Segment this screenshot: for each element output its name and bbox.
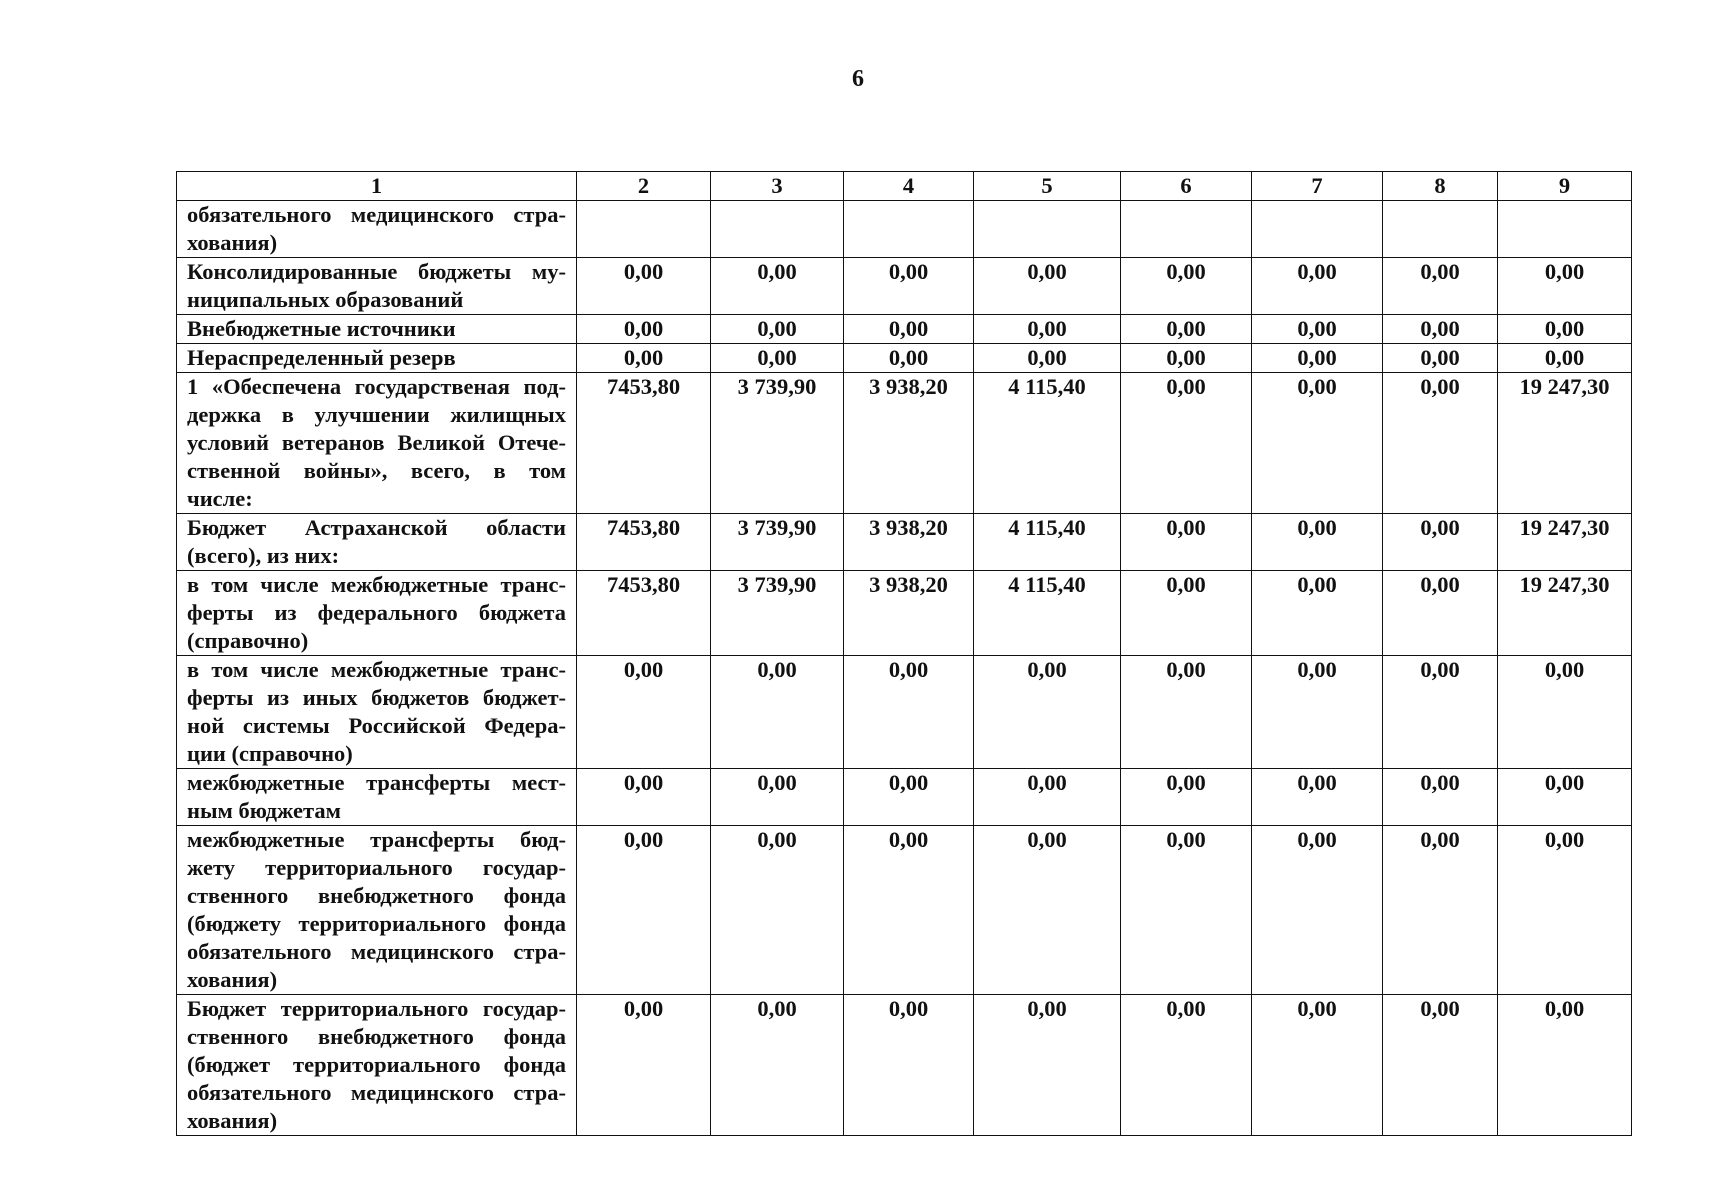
cell-col-8: 0,00	[1383, 995, 1498, 1136]
row-label: Консолидированные бюджеты му- ниципальных образований	[177, 258, 577, 315]
cell-col-2	[577, 201, 711, 258]
cell-col-7: 0,00	[1252, 315, 1383, 344]
cell-col-5: 4 115,40	[974, 571, 1121, 656]
cell-col-7: 0,00	[1252, 344, 1383, 373]
cell-col-2: 0,00	[577, 656, 711, 769]
cell-col-7: 0,00	[1252, 769, 1383, 826]
cell-col-2: 0,00	[577, 258, 711, 315]
cell-col-9: 0,00	[1498, 258, 1632, 315]
cell-col-4: 3 938,20	[844, 514, 974, 571]
cell-col-4: 0,00	[844, 315, 974, 344]
cell-col-6: 0,00	[1121, 769, 1252, 826]
cell-col-9: 0,00	[1498, 769, 1632, 826]
cell-col-4: 0,00	[844, 656, 974, 769]
cell-col-7	[1252, 201, 1383, 258]
cell-col-8: 0,00	[1383, 344, 1498, 373]
cell-col-3: 0,00	[711, 315, 844, 344]
table-row	[177, 373, 1632, 514]
cell-col-8: 0,00	[1383, 373, 1498, 514]
cell-col-8: 0,00	[1383, 656, 1498, 769]
column-header-3: 3	[711, 172, 844, 201]
cell-col-9: 19 247,30	[1498, 514, 1632, 571]
cell-col-5: 0,00	[974, 344, 1121, 373]
cell-col-2: 7453,80	[577, 373, 711, 514]
cell-col-3: 0,00	[711, 656, 844, 769]
cell-col-2: 0,00	[577, 315, 711, 344]
cell-col-3: 0,00	[711, 995, 844, 1136]
table-body	[177, 201, 1632, 1136]
cell-col-2: 0,00	[577, 995, 711, 1136]
row-label: Нераспределенный резерв	[177, 344, 577, 373]
column-header-5: 5	[974, 172, 1121, 201]
table-row	[177, 514, 1632, 571]
cell-col-3	[711, 201, 844, 258]
cell-col-9: 19 247,30	[1498, 373, 1632, 514]
cell-col-8	[1383, 201, 1498, 258]
cell-col-2: 7453,80	[577, 514, 711, 571]
table-row	[177, 656, 1632, 769]
cell-col-4: 3 938,20	[844, 571, 974, 656]
cell-col-6	[1121, 201, 1252, 258]
cell-col-8: 0,00	[1383, 769, 1498, 826]
cell-col-3: 3 739,90	[711, 514, 844, 571]
cell-col-6: 0,00	[1121, 315, 1252, 344]
cell-col-4	[844, 201, 974, 258]
cell-col-5: 0,00	[974, 656, 1121, 769]
cell-col-2: 0,00	[577, 344, 711, 373]
column-header-8: 8	[1383, 172, 1498, 201]
cell-col-7: 0,00	[1252, 656, 1383, 769]
cell-col-7: 0,00	[1252, 995, 1383, 1136]
cell-col-6: 0,00	[1121, 571, 1252, 656]
cell-col-6: 0,00	[1121, 373, 1252, 514]
cell-col-3: 0,00	[711, 769, 844, 826]
cell-col-4: 3 938,20	[844, 373, 974, 514]
cell-col-3: 3 739,90	[711, 571, 844, 656]
cell-col-9: 0,00	[1498, 344, 1632, 373]
column-header-1: 1	[177, 172, 577, 201]
row-label: Бюджет территориального государ- ственного внебюджетного фонда (бюджет территориального фонда обязательного медицинского стра- хования)	[177, 995, 577, 1136]
cell-col-7: 0,00	[1252, 373, 1383, 514]
table-row	[177, 201, 1632, 258]
cell-col-9: 19 247,30	[1498, 571, 1632, 656]
cell-col-5	[974, 201, 1121, 258]
cell-col-2: 7453,80	[577, 571, 711, 656]
cell-col-8: 0,00	[1383, 315, 1498, 344]
cell-col-3: 3 739,90	[711, 373, 844, 514]
cell-col-4: 0,00	[844, 258, 974, 315]
column-header-2: 2	[577, 172, 711, 201]
cell-col-8: 0,00	[1383, 258, 1498, 315]
cell-col-9: 0,00	[1498, 315, 1632, 344]
table-row	[177, 315, 1632, 344]
cell-col-4: 0,00	[844, 344, 974, 373]
cell-col-3: 0,00	[711, 258, 844, 315]
column-header-7: 7	[1252, 172, 1383, 201]
table-row	[177, 571, 1632, 656]
cell-col-5: 0,00	[974, 826, 1121, 995]
cell-col-5: 4 115,40	[974, 514, 1121, 571]
cell-col-6: 0,00	[1121, 514, 1252, 571]
cell-col-4: 0,00	[844, 826, 974, 995]
cell-col-6: 0,00	[1121, 656, 1252, 769]
table-row	[177, 344, 1632, 373]
cell-col-6: 0,00	[1121, 995, 1252, 1136]
row-label: 1 «Обеспечена государственая под- держка в улучшении жилищных условий ветеранов Великой Отече- ственной войны», всего, в том числе:	[177, 373, 577, 514]
cell-col-7: 0,00	[1252, 826, 1383, 995]
row-label: в том числе межбюджетные транс- ферты из иных бюджетов бюджет- ной системы Российской Федера- ции (справочно)	[177, 656, 577, 769]
cell-col-5: 0,00	[974, 258, 1121, 315]
cell-col-7: 0,00	[1252, 514, 1383, 571]
cell-col-8: 0,00	[1383, 826, 1498, 995]
table-row	[177, 258, 1632, 315]
cell-col-5: 4 115,40	[974, 373, 1121, 514]
cell-col-5: 0,00	[974, 769, 1121, 826]
cell-col-2: 0,00	[577, 826, 711, 995]
cell-col-9: 0,00	[1498, 656, 1632, 769]
table-row	[177, 995, 1632, 1136]
cell-col-5: 0,00	[974, 995, 1121, 1136]
cell-col-2: 0,00	[577, 769, 711, 826]
cell-col-4: 0,00	[844, 995, 974, 1136]
cell-col-9	[1498, 201, 1632, 258]
cell-col-4: 0,00	[844, 769, 974, 826]
cell-col-5: 0,00	[974, 315, 1121, 344]
cell-col-6: 0,00	[1121, 826, 1252, 995]
table-row	[177, 826, 1632, 995]
column-header-9: 9	[1498, 172, 1632, 201]
row-label: обязательного медицинского стра- хования)	[177, 201, 577, 258]
row-label: Бюджет Астраханской области (всего), из них:	[177, 514, 577, 571]
cell-col-6: 0,00	[1121, 258, 1252, 315]
budget-table	[176, 171, 1632, 1136]
column-header-6: 6	[1121, 172, 1252, 201]
row-label: Внебюджетные источники	[177, 315, 577, 344]
table-row	[177, 769, 1632, 826]
column-header-4: 4	[844, 172, 974, 201]
cell-col-6: 0,00	[1121, 344, 1252, 373]
header-row	[177, 172, 1632, 201]
row-label: в том числе межбюджетные транс- ферты из федерального бюджета (справочно)	[177, 571, 577, 656]
cell-col-3: 0,00	[711, 826, 844, 995]
page-number: 6	[852, 66, 864, 92]
cell-col-8: 0,00	[1383, 571, 1498, 656]
row-label: межбюджетные трансферты мест- ным бюджетам	[177, 769, 577, 826]
cell-col-7: 0,00	[1252, 571, 1383, 656]
cell-col-9: 0,00	[1498, 826, 1632, 995]
cell-col-8: 0,00	[1383, 514, 1498, 571]
cell-col-3: 0,00	[711, 344, 844, 373]
cell-col-9: 0,00	[1498, 995, 1632, 1136]
row-label: межбюджетные трансферты бюд- жету территориального государ- ственного внебюджетного фонда (бюджету территориального фонда обязательного медицинского стра- хования)	[177, 826, 577, 995]
cell-col-7: 0,00	[1252, 258, 1383, 315]
